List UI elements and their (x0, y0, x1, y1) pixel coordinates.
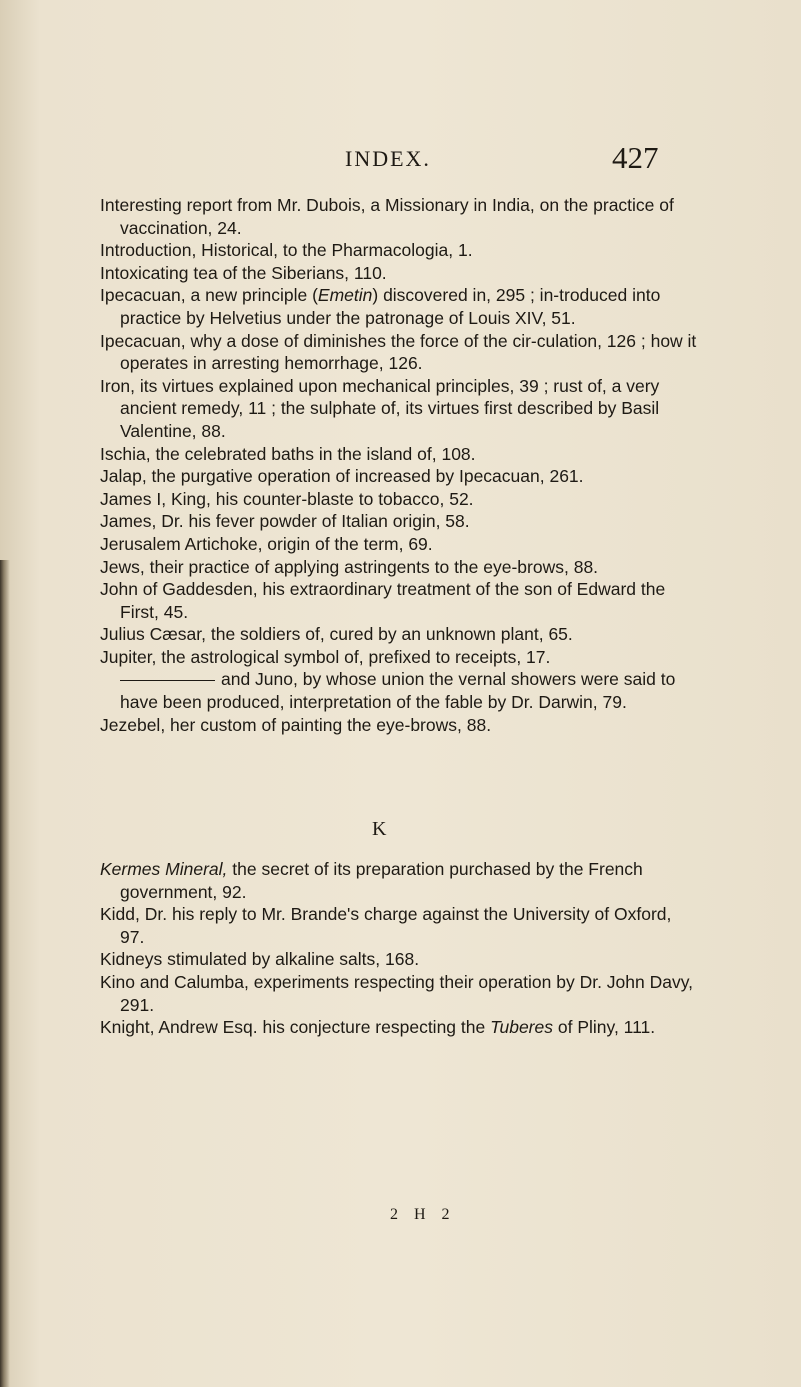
index-entry: John of Gaddesden, his extraordinary treatment of the son of Edward the First, 45. (100, 579, 666, 622)
index-entry: Interesting report from Mr. Dubois, a Missionary in India, on the practice of vaccination, 24. (100, 195, 674, 238)
entry-text: ) discovered in, 295 ; in-troduced into practice by Helvetius under the patronage of Louis XIV, 51. (120, 285, 661, 328)
entry-text: Ipecacuan, a new principle ( (100, 285, 318, 306)
entry-text: Knight, Andrew Esq. his conjecture respecting the (100, 1017, 491, 1038)
index-entry: Kidd, Dr. his reply to Mr. Brande's charge against the University of Oxford, 97. (100, 904, 672, 947)
index-entry: Kidneys stimulated by alkaline salts, 168. (100, 949, 420, 970)
subentry-text: and Juno, by whose union the vernal showers were said to have been produced, interpretation of the fable by Dr. Darwin, 79. (120, 669, 676, 713)
index-entry: Ipecacuan, why a dose of diminishes the force of the cir-culation, 126 ; how it operates in arresting hemorrhage, 126. (100, 330, 697, 374)
index-entry: Kino and Calumba, experiments respecting their operation by Dr. John Davy, 291. (100, 971, 694, 1015)
index-entry: Ischia, the celebrated baths in the island of, 108. (100, 443, 476, 464)
index-entry: Jupiter, the astrological symbol of, prefixed to receipts, 17. (100, 646, 551, 667)
section-letter-k: K (372, 818, 387, 840)
index-subentry (100, 668, 700, 713)
running-title: INDEX. (345, 146, 431, 171)
italic-term: Emetin (317, 285, 373, 306)
index-entry: Jerusalem Artichoke, origin of the term, 69. (100, 533, 433, 554)
index-entry: Intoxicating tea of the Siberians, 110. (100, 262, 387, 283)
index-entry: Introduction, Historical, to the Pharmacologia, 1. (100, 240, 473, 261)
index-entries-i-j (100, 194, 700, 736)
index-entry-ipecacuan-emetin (100, 284, 700, 329)
index-entry: Jews, their practice of applying astringents to the eye-brows, 88. (100, 556, 599, 577)
index-entry-kermes (100, 858, 700, 903)
page-edge-shadow (0, 560, 10, 1387)
index-entry: Jalap, the purgative operation of increased by Ipecacuan, 261. (100, 466, 584, 487)
italic-lead: Kermes Mineral, (100, 859, 228, 879)
entry-text: of Pliny, 111. (553, 1017, 656, 1038)
index-entry: Iron, its virtues explained upon mechanical principles, 39 ; rust of, a very ancient remedy, 11 ; the sulphate of, its virtues first described by Basil Valentine, 88. (100, 375, 660, 441)
index-entry: James I, King, his counter-blaste to tobacco, 52. (100, 488, 474, 509)
index-entry: James, Dr. his fever powder of Italian origin, 58. (100, 511, 470, 532)
index-entries-k (100, 858, 700, 1039)
page-header (0, 140, 801, 180)
page-number: 427 (612, 140, 659, 175)
italic-term: Tuberes (490, 1017, 553, 1038)
index-entry: Jezebel, her custom of painting the eye-brows, 88. (100, 714, 492, 735)
index-entry: Julius Cæsar, the soldiers of, cured by an unknown plant, 65. (100, 624, 573, 645)
printer-signature: 2 H 2 (390, 1206, 456, 1223)
ditto-dash (120, 680, 215, 681)
index-entry-knight (100, 1016, 700, 1039)
entry-text: the secret of its preparation purchased by the French government, 92. (120, 859, 643, 902)
